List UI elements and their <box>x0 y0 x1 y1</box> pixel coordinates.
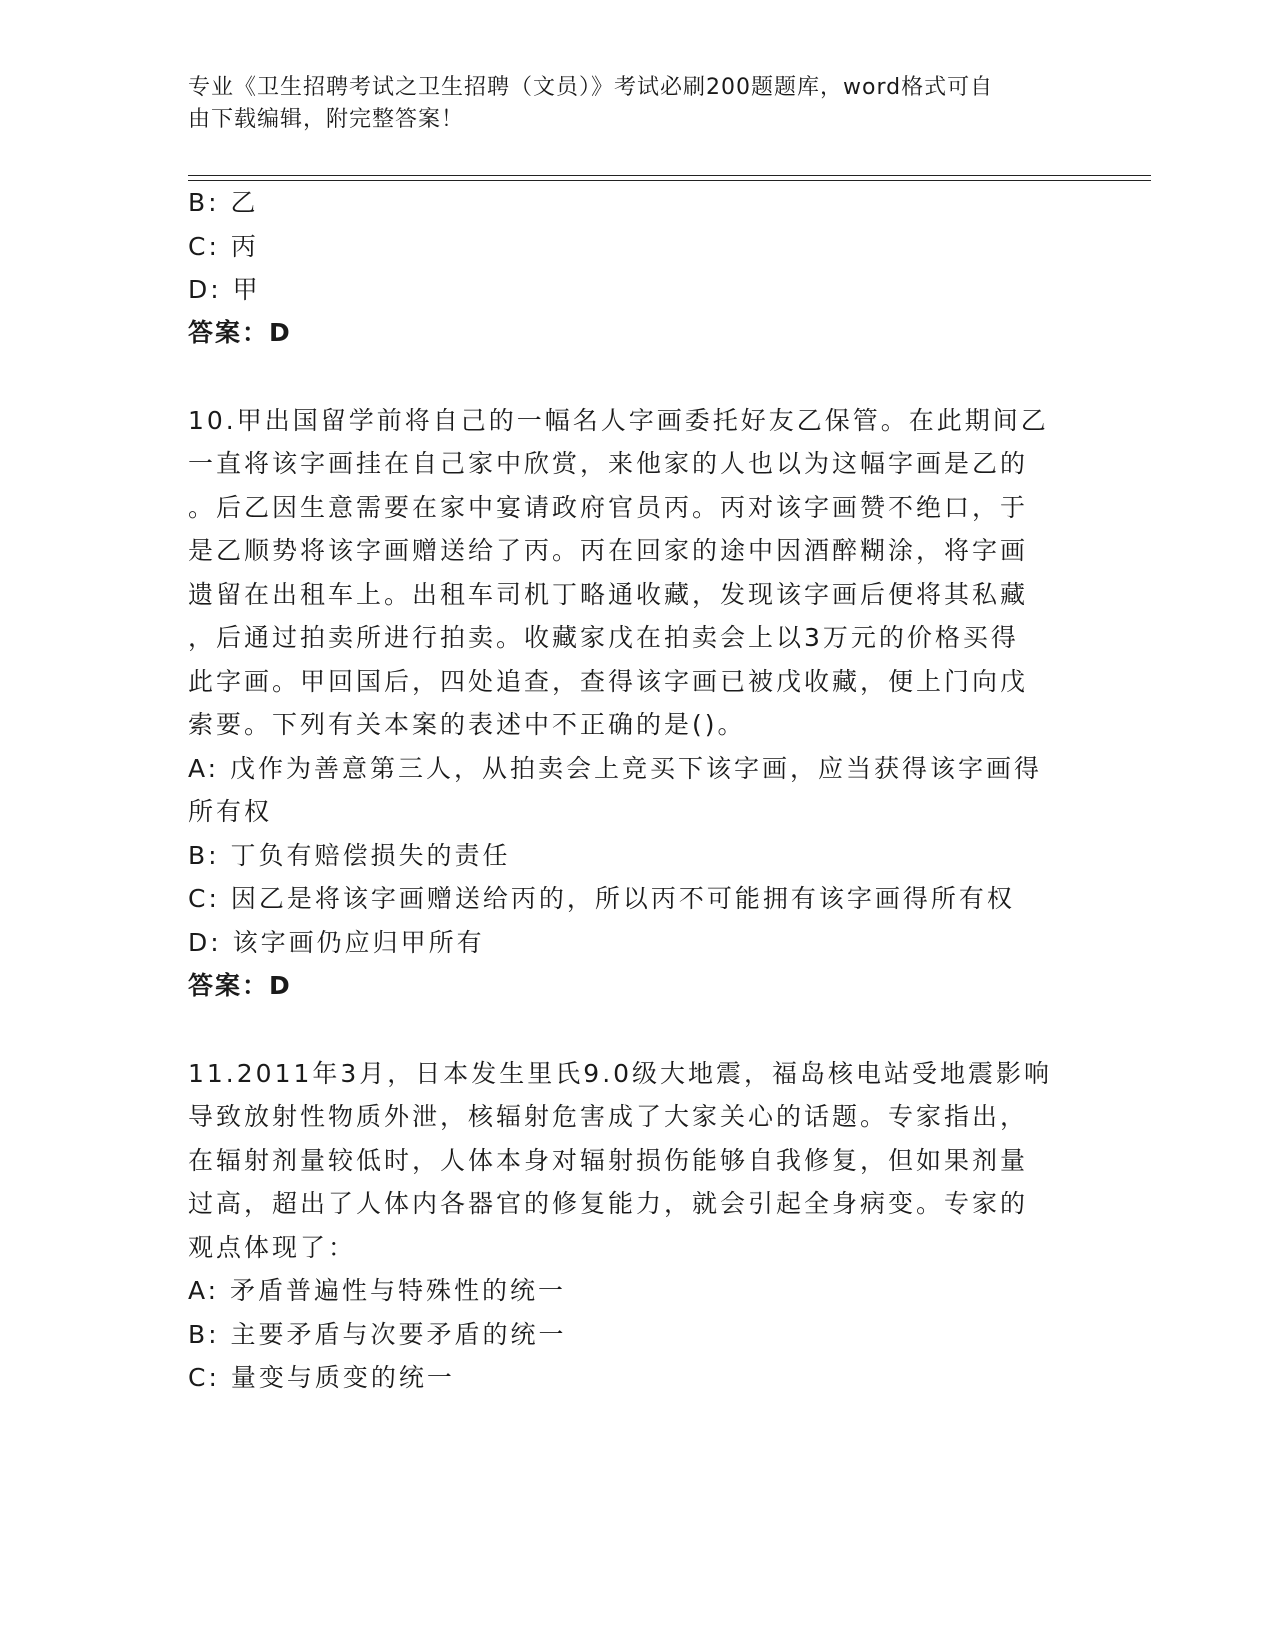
q11-stem-line: 在辐射剂量较低时，人体本身对辐射损伤能够自我修复，但如果剂量 <box>188 1146 1029 1175</box>
q10-option-b: B: 丁负有赔偿损失的责任 <box>188 841 511 870</box>
q11-option-a: A: 矛盾普遍性与特殊性的统一 <box>188 1276 567 1305</box>
q11-stem-line: 观点体现了： <box>188 1233 357 1262</box>
q11-stem-line: 过高，超出了人体内各器官的修复能力，就会引起全身病变。专家的 <box>188 1189 1029 1218</box>
q10-stem-line: 索要。下列有关本案的表述中不正确的是()。 <box>188 710 746 739</box>
q10-stem-line: 遗留在出租车上。出租车司机丁略通收藏，发现该字画后便将其私藏 <box>188 580 1029 609</box>
q9-option-d: D: 甲 <box>188 275 261 304</box>
header-line-1: 专业《卫生招聘考试之卫生招聘（文员）》考试必刷200题题库，word格式可自 <box>188 75 994 100</box>
q10-stem-line: 10.甲出国留学前将自己的一幅名人字画委托好友乙保管。在此期间乙 <box>188 406 1049 435</box>
q9-answer: 答案：D <box>188 318 292 347</box>
q10-stem-line: 。后乙因生意需要在家中宴请政府官员丙。丙对该字画赞不绝口，于 <box>188 493 1029 522</box>
document-header <box>188 72 1088 136</box>
q10-option-a: A: 戊作为善意第三人，从拍卖会上竞买下该字画，应当获得该字画得 <box>188 754 1043 783</box>
q10-stem-line: 一直将该字画挂在自己家中欣赏，来他家的人也以为这幅字画是乙的 <box>188 449 1029 478</box>
q10-stem-line: 此字画。甲回国后，四处追查，查得该字画已被戊收藏，便上门向戊 <box>188 667 1029 696</box>
header-divider-top <box>188 175 1151 176</box>
q11-option-c: C: 量变与质变的统一 <box>188 1363 455 1392</box>
q10-option-a-cont: 所有权 <box>188 797 273 826</box>
q11-stem-line: 导致放射性物质外泄，核辐射危害成了大家关心的话题。专家指出， <box>188 1102 1029 1131</box>
q9-option-c: C: 丙 <box>188 232 259 261</box>
q10-option-c: C: 因乙是将该字画赠送给丙的，所以丙不可能拥有该字画得所有权 <box>188 884 1015 913</box>
q11-option-b: B: 主要矛盾与次要矛盾的统一 <box>188 1320 567 1349</box>
q9-option-b: B: 乙 <box>188 188 259 217</box>
q10-answer: 答案：D <box>188 971 292 1000</box>
q10-stem-line: ，后通过拍卖所进行拍卖。收藏家戊在拍卖会上以3万元的价格买得 <box>188 623 1019 652</box>
q11-stem-line: 11.2011年3月，日本发生里氏9.0级大地震，福岛核电站受地震影响 <box>188 1059 1053 1088</box>
header-line-2: 由下载编辑，附完整答案！ <box>188 107 465 132</box>
header-divider-bottom <box>188 180 1151 181</box>
q10-option-d: D: 该字画仍应归甲所有 <box>188 928 485 957</box>
q10-stem-line: 是乙顺势将该字画赠送给了丙。丙在回家的途中因酒醉糊涂，将字画 <box>188 536 1029 565</box>
